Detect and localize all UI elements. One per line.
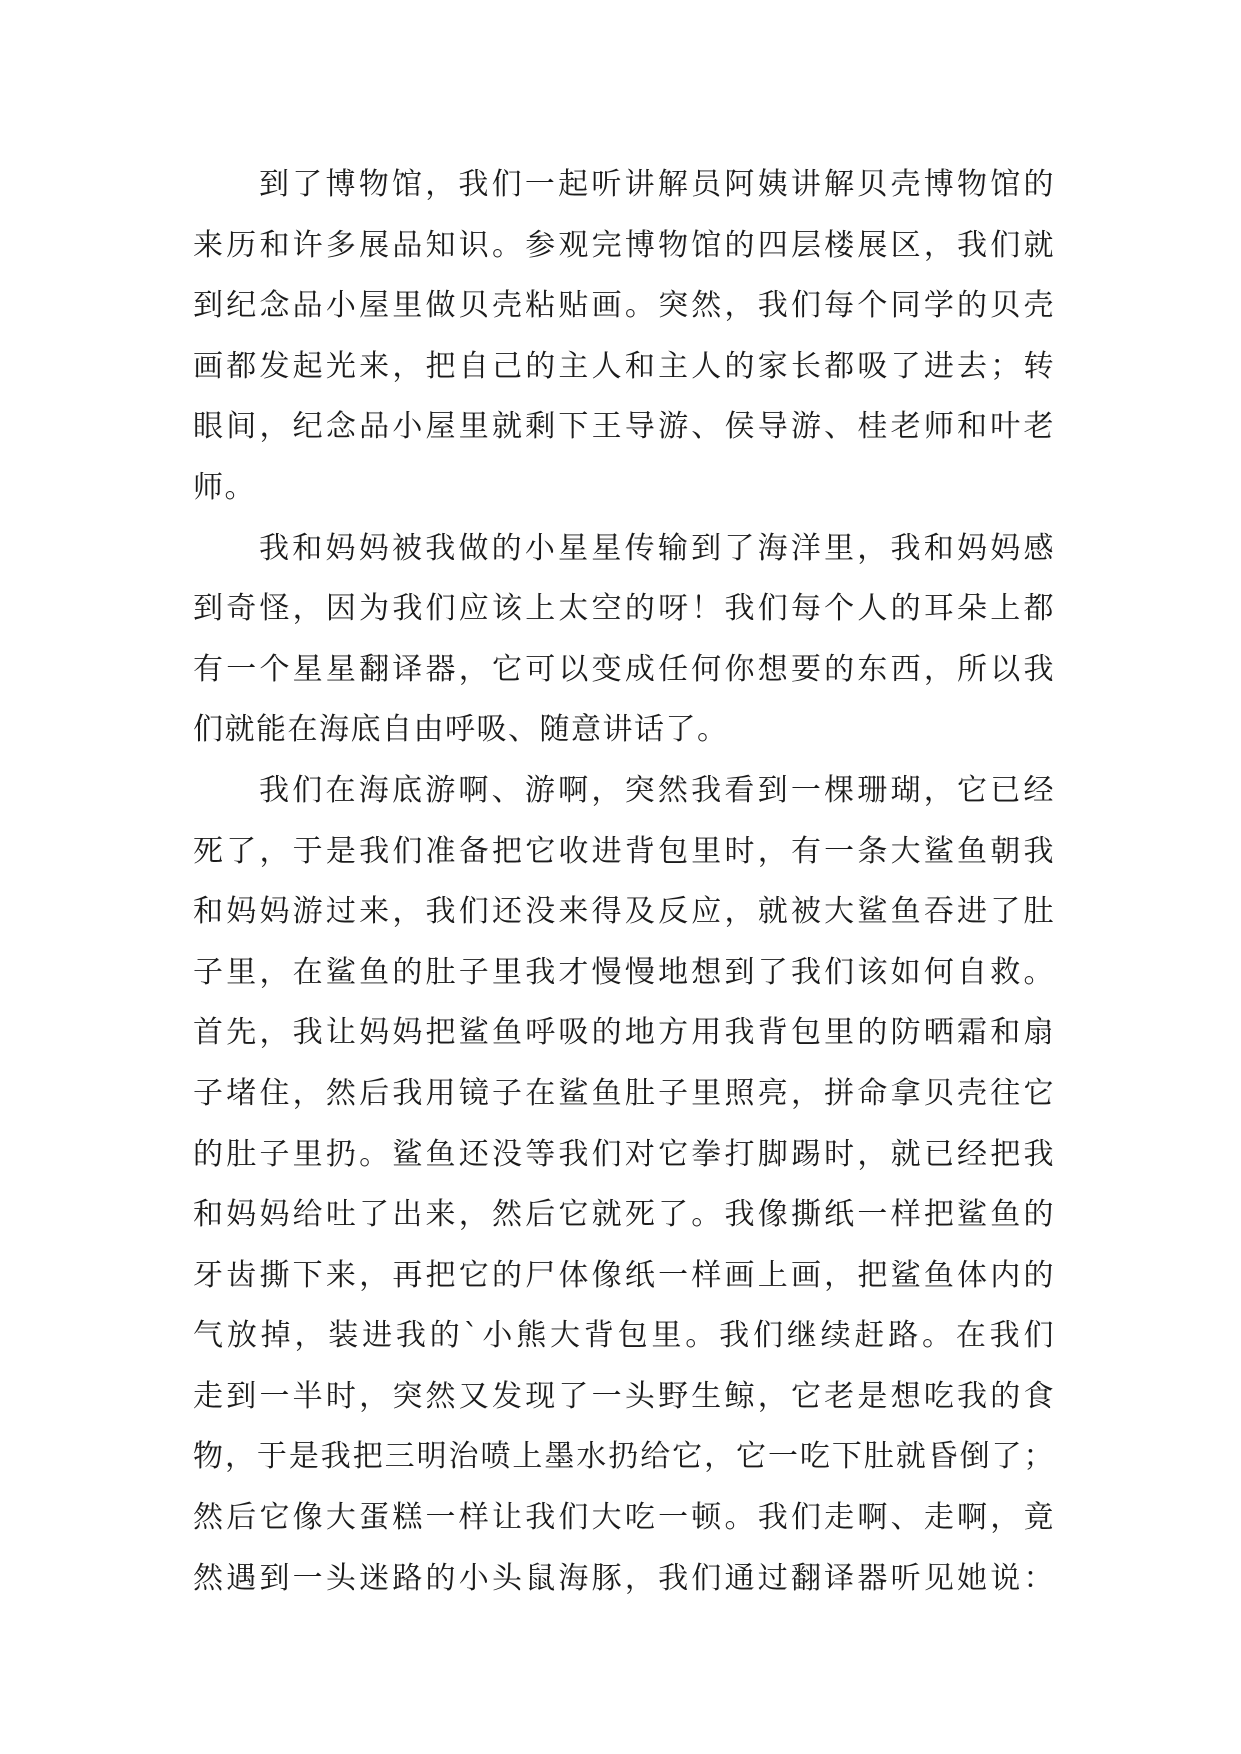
text-line: 到奇怪，因为我们应该上太空的呀！我们每个人的耳朵上都 — [193, 591, 1055, 627]
text-line: 死了，于是我们准备把它收进背包里时，有一条大鲨鱼朝我 — [193, 833, 1055, 869]
text-line: 然遇到一头迷路的小头鼠海豚，我们通过翻译器听见她说： — [193, 1560, 1055, 1596]
text-line: 和妈妈给吐了出来，然后它就死了。我像撕纸一样把鲨鱼的 — [193, 1197, 1055, 1233]
text-line: 师。 — [193, 469, 256, 505]
paragraph — [193, 761, 1055, 1609]
text-line: 牙齿撕下来，再把它的尸体像纸一样画上画，把鲨鱼体内的 — [193, 1257, 1055, 1293]
text-line: 首先，我让妈妈把鲨鱼呼吸的地方用我背包里的防晒霜和扇 — [193, 1015, 1055, 1051]
text-line: 子里，在鲨鱼的肚子里我才慢慢地想到了我们该如何自救。 — [193, 954, 1055, 990]
text-line: 气放掉，装进我的`小熊大背包里。我们继续赶路。在我们 — [193, 1318, 1055, 1354]
text-line: 我和妈妈被我做的小星星传输到了海洋里，我和妈妈感 — [259, 530, 1055, 566]
text-line: 到了博物馆，我们一起听讲解员阿姨讲解贝壳博物馆的 — [259, 167, 1055, 202]
text-line: 们就能在海底自由呼吸、随意讲话了。 — [193, 712, 729, 748]
text-line: 有一个星星翻译器，它可以变成任何你想要的东西，所以我 — [193, 651, 1055, 687]
text-line: 到纪念品小屋里做贝壳粘贴画。突然，我们每个同学的贝壳 — [193, 288, 1055, 324]
text-line: 物，于是我把三明治喷上墨水扔给它，它一吃下肚就昏倒了； — [193, 1439, 1055, 1475]
text-line: 来历和许多展品知识。参观完博物馆的四层楼展区，我们就 — [193, 227, 1055, 263]
text-line: 我们在海底游啊、游啊，突然我看到一棵珊瑚，它已经 — [259, 772, 1055, 808]
text-line: 走到一半时，突然又发现了一头野生鲸，它老是想吃我的食 — [193, 1378, 1055, 1414]
paragraph — [193, 155, 1055, 519]
text-line: 子堵住，然后我用镜子在鲨鱼肚子里照亮，拼命拿贝壳往它 — [193, 1075, 1055, 1111]
text-line: 画都发起光来，把自己的主人和主人的家长都吸了进去；转 — [193, 348, 1055, 384]
paragraph — [193, 519, 1055, 761]
text-line: 然后它像大蛋糕一样让我们大吃一顿。我们走啊、走啊，竟 — [193, 1500, 1055, 1536]
text-line: 和妈妈游过来，我们还没来得及反应，就被大鲨鱼吞进了肚 — [193, 894, 1055, 930]
text-line: 眼间，纪念品小屋里就剩下王导游、侯导游、桂老师和叶老 — [193, 409, 1055, 445]
text-line: 的肚子里扔。鲨鱼还没等我们对它拳打脚踢时，就已经把我 — [193, 1136, 1055, 1172]
body-text — [193, 155, 1055, 1609]
